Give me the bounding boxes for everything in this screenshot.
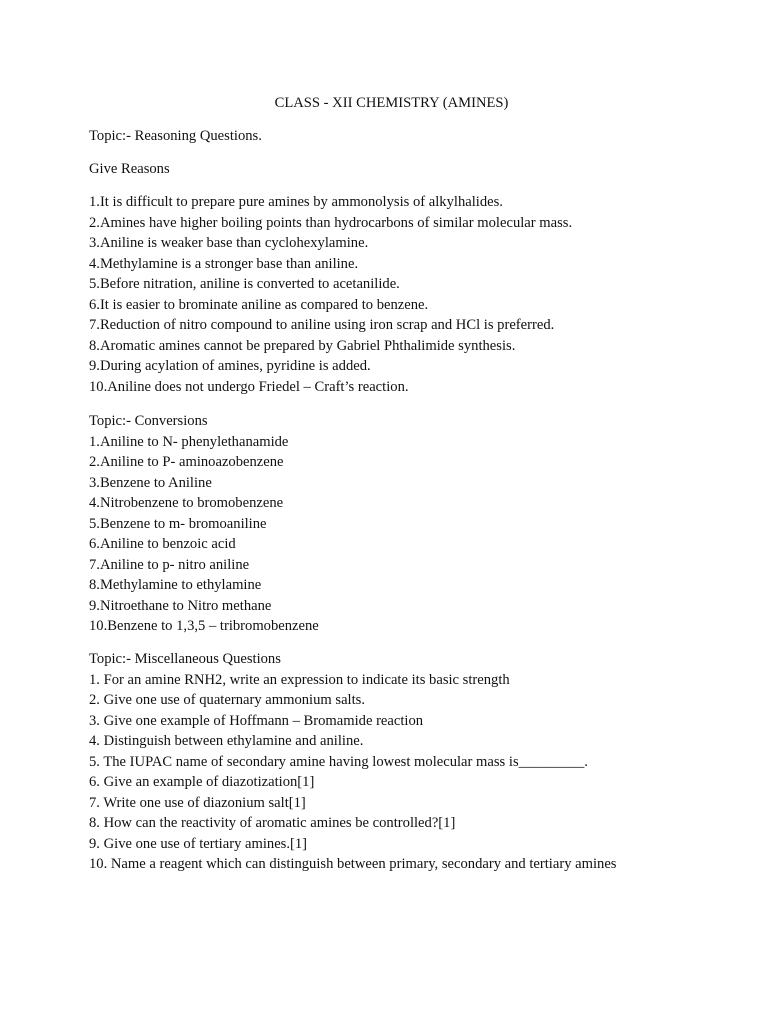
list-item: 10. Name a reagent which can distinguish between primary, secondary and tertiary amines: [89, 856, 617, 873]
topic-heading: Topic:- Miscellaneous Questions: [89, 651, 281, 667]
subheading: Give Reasons: [89, 161, 170, 177]
list-item: 2.Amines have higher boiling points than hydrocarbons of similar molecular mass.: [89, 214, 573, 231]
list-item: 1.It is difficult to prepare pure amines by ammonolysis of alkylhalides.: [89, 194, 503, 210]
list-item: 10.Benzene to 1,3,5 – tribromobenzene: [89, 618, 319, 635]
list-item: 8. How can the reactivity of aromatic amines be controlled?[1]: [89, 815, 456, 832]
list-item: 9.Nitroethane to Nitro methane: [89, 597, 272, 614]
section-reasoning-topic: [89, 126, 749, 147]
list-item: 6.It is easier to brominate aniline as compared to benzene.: [89, 296, 429, 313]
list-item: 2. Give one use of quaternary ammonium salts.: [89, 692, 365, 709]
list-item: 6. Give an example of diazotization[1]: [89, 774, 315, 791]
list-item: 5.Benzene to m- bromoaniline: [89, 515, 267, 532]
list-item: 5.Before nitration, aniline is converted to acetanilide.: [89, 276, 400, 293]
list-item: 1. For an amine RNH2, write an expression to indicate its basic strength: [89, 671, 510, 688]
list-item: 4. Distinguish between ethylamine and aniline.: [89, 733, 364, 750]
document-title: CLASS - XII CHEMISTRY (AMINES): [274, 95, 509, 111]
list-item: 7.Aniline to p- nitro aniline: [89, 556, 250, 573]
list-item: 8.Aromatic amines cannot be prepared by Gabriel Phthalimide synthesis.: [89, 337, 516, 354]
list-item: 4.Methylamine is a stronger base than aniline.: [89, 255, 359, 272]
list-item: 3.Aniline is weaker base than cyclohexylamine.: [89, 235, 369, 252]
give-reasons-heading-block: [89, 159, 749, 180]
list-item: 3. Give one example of Hoffmann – Bromamide reaction: [89, 712, 424, 729]
topic-heading: Topic:- Conversions: [89, 413, 208, 429]
list-item: 4.Nitrobenzene to bromobenzene: [89, 495, 284, 512]
list-item: 1.Aniline to N- phenylethanamide: [89, 433, 289, 450]
reasoning-questions-list: [89, 192, 749, 397]
conversions-section: [89, 411, 749, 637]
list-item: 6.Aniline to benzoic acid: [89, 536, 236, 553]
list-item: 3.Benzene to Aniline: [89, 474, 212, 491]
list-item: 7. Write one use of diazonium salt[1]: [89, 794, 306, 811]
topic-heading: Topic:- Reasoning Questions.: [89, 128, 262, 144]
list-item: 10.Aniline does not undergo Friedel – Craft’s reaction.: [89, 378, 409, 395]
miscellaneous-section: [89, 649, 749, 875]
list-item: 7.Reduction of nitro compound to aniline using iron scrap and HCl is preferred.: [89, 317, 555, 334]
list-item: 9.During acylation of amines, pyridine is added.: [89, 358, 371, 375]
list-item: 5. The IUPAC name of secondary amine having lowest molecular mass is_________.: [89, 753, 588, 770]
list-item: 8.Methylamine to ethylamine: [89, 577, 262, 594]
list-item: 2.Aniline to P- aminoazobenzene: [89, 454, 284, 471]
list-item: 9. Give one use of tertiary amines.[1]: [89, 835, 308, 852]
